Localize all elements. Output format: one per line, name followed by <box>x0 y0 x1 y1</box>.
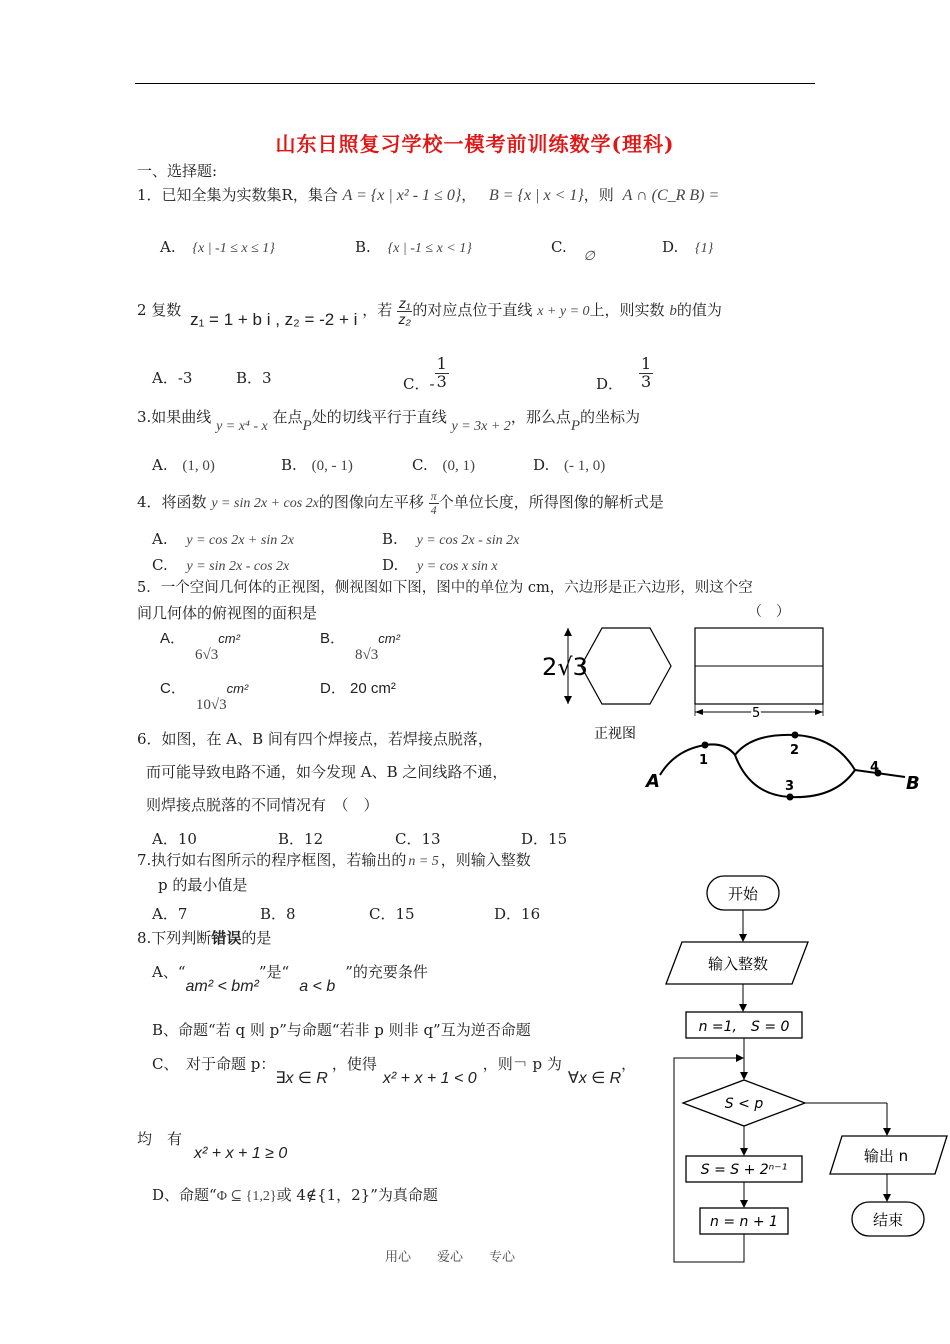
q5-option-a: A．6√3cm² <box>160 630 240 663</box>
q5-option-c: C．10√3cm² <box>160 680 249 713</box>
page-footer: 用心 爱心 专心 <box>384 1250 515 1265</box>
question-5-line1: 5．一个空间几何体的正视图，侧视图如下图，图中的单位为 cm，六边形是正六边形，则这个空 <box>137 580 753 596</box>
q7-option-a: A．7 <box>152 905 188 923</box>
q6-label-1: 1 <box>699 753 709 768</box>
q5-dim-arrow-top <box>564 628 572 636</box>
q3-option-d: D. (- 1, 0) <box>533 456 606 474</box>
q6-joint-1 <box>702 742 709 749</box>
q7-option-b: B．8 <box>260 905 296 923</box>
q3-option-a: A. (1, 0) <box>152 456 215 474</box>
q6-circuit-figure <box>640 725 930 810</box>
q1-option-a: A. {x | -1 ≤ x ≤ 1} <box>160 238 275 256</box>
q6-label-2: 2 <box>790 743 800 758</box>
q8-option-a: A、“am² < bm²”是“a < b”的充要条件 <box>152 963 428 995</box>
q5-answer-paren: （ ） <box>748 604 790 620</box>
flow-condition-label: S < p <box>724 1096 764 1112</box>
q2-option-b: B．3 <box>236 369 272 387</box>
q8-option-d: D、命题“Φ ⊆ {1,2}或 4∉{1，2}”为真命题 <box>152 1186 438 1204</box>
q1-option-b: B. {x | -1 ≤ x < 1} <box>355 238 472 256</box>
q6-upper-wire <box>660 735 855 775</box>
flow-update-s-label: S = S + 2ⁿ⁻¹ <box>700 1162 788 1178</box>
q2-line: x + y = 0 <box>537 304 590 320</box>
q8-option-c-cont: 均 有x² + x + 1 ≥ 0 <box>137 1130 288 1162</box>
q2-z: z₁ = 1 + b i , z₂ = -2 + i <box>190 310 358 330</box>
q2-fraction: $\frac{\text{z₁}}{\text{z₂}}$ <box>398 295 411 327</box>
q5-caption: 正视图 <box>594 726 636 742</box>
q5-hexagon <box>581 628 671 704</box>
q4-option-d: D. y = cos x sin x <box>382 556 498 574</box>
question-4: 4．将函数 y = sin 2x + cos 2x的图像向左平移 $\frac{\pi}{4}$ 个单位长度，所得图像的解析式是 <box>137 489 664 517</box>
q1-expr: A ∩ (C_R B) = <box>622 187 720 204</box>
q2-option-a: A．-3 <box>152 369 193 387</box>
q1-sep: ， <box>461 186 477 204</box>
q1-then: ，则 <box>583 186 614 204</box>
q6-option-d: D．15 <box>521 830 568 848</box>
question-8: 8.下列判断错误的是 <box>137 929 272 947</box>
q5-dim-arrow-bottom <box>564 696 572 704</box>
flow-init-label: n =1, S = 0 <box>698 1019 790 1035</box>
q1-option-d: D. {1} <box>662 238 714 256</box>
question-6-line2: 而可能导致电路不通，如今发现 A、B 之间线路不通， <box>146 763 508 781</box>
page-title: 山东日照复习学校一模考前训练数学(理科) <box>275 132 675 156</box>
q5-dim-height-label: 2√3 <box>542 653 588 681</box>
q7-flowchart <box>662 870 950 1270</box>
q4-func: y = sin 2x + cos 2x <box>211 496 319 512</box>
q6-label-4: 4 <box>870 760 880 775</box>
q6-label-a: A <box>646 771 660 792</box>
flow-start-label: 开始 <box>727 885 759 903</box>
q5-option-b: B．8√3cm² <box>320 630 400 663</box>
q2-option-c: C．- $\frac{1}{3}$ <box>403 354 447 394</box>
q3-option-b: B. (0, - 1) <box>281 456 353 474</box>
q3-line: y = 3x + 2 <box>451 419 511 434</box>
question-2: 2 复数 z₁ = 1 + b i , z₂ = -2 + i ，若 $\frac{\text{z₁}}{\text{z₂}}$ 的对应点位于直线 x + y = 0上，则实数 b的值为 <box>137 295 722 330</box>
q5-dim-width-label: 5 <box>752 706 761 721</box>
q6-option-a: A．10 <box>152 830 197 848</box>
section-heading: 一、选择题: <box>137 162 218 180</box>
question-7-line1: 7.执行如右图所示的程序框图，若输出的 n = 5 ，则输入整数 <box>137 851 531 869</box>
flow-update-n-label: n = n + 1 <box>710 1214 778 1230</box>
question-7-line2: p 的最小值是 <box>158 876 248 894</box>
q1-set-a: A = {x | x² - 1 ≤ 0} <box>342 187 462 204</box>
q8-option-c: C、 对于命题 p：∃x ∈ R，使得x² + x + 1 < 0，则￢ p 为∀x ∈ R， <box>152 1055 637 1087</box>
q3-option-c: C. (0, 1) <box>412 456 475 474</box>
header-rule <box>135 83 815 84</box>
flow-end-label: 结束 <box>872 1211 904 1229</box>
q3-curve: y = x⁴ - x <box>216 419 268 434</box>
q6-lower-wire <box>735 755 855 797</box>
q6-joint-2 <box>792 732 799 739</box>
q6-label-3: 3 <box>785 779 795 794</box>
q2-option-d: D． $\frac{1}{3}$ <box>596 354 652 394</box>
flow-output-label: 输出 n <box>863 1147 909 1165</box>
question-3: 3.如果曲线 y = x⁴ - x 在点P处的切线平行于直线 y = 3x + 2，那么点P的坐标为 <box>137 408 641 434</box>
question-5-line2: 间几何体的俯视图的面积是 <box>137 604 318 622</box>
q4-option-b: B. y = cos 2x - sin 2x <box>382 530 520 548</box>
flow-input-label: 输入整数 <box>707 955 769 973</box>
q1-option-c: C. ∅ <box>551 238 595 263</box>
q1-stem: 1．已知全集为实数集R，集合 <box>137 186 338 204</box>
q7-option-d: D．16 <box>494 905 541 923</box>
question-6-line3: 则焊接点脱落的不同情况有 （ ） <box>146 796 379 814</box>
q5-option-d: D． 20 cm² <box>320 680 396 697</box>
question-1 <box>137 186 719 205</box>
q4-option-c: C. y = sin 2x - cos 2x <box>152 556 290 574</box>
q6-option-b: B．12 <box>278 830 324 848</box>
q8-option-b: B、命题“若 q 则 p”与命题“若非 p 则非 q”互为逆否命题 <box>152 1021 531 1039</box>
q7-option-c: C．15 <box>369 905 415 923</box>
q6-joint-3 <box>787 794 794 801</box>
q1-set-b: B = {x | x < 1} <box>489 187 584 204</box>
q6-option-c: C．13 <box>395 830 441 848</box>
question-6-line1: 6．如图，在 A、B 间有四个焊接点，若焊接点脱落， <box>137 730 493 748</box>
q6-label-b: B <box>906 773 920 794</box>
q4-option-a: A. y = cos 2x + sin 2x <box>152 530 294 548</box>
